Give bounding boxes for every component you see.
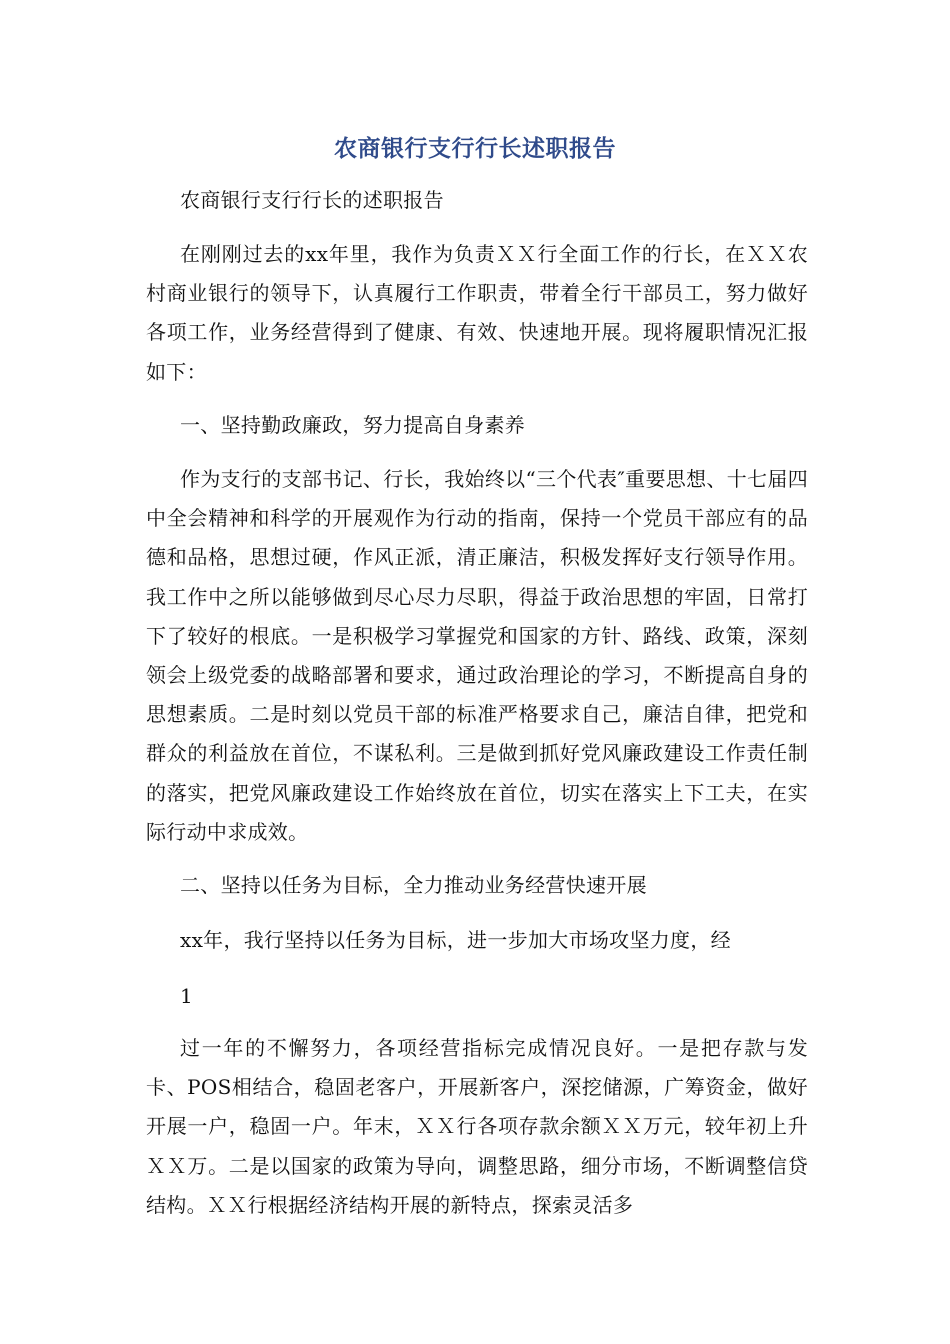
section-2-paragraph-continued: 过一年的不懈努力，各项经营指标完成情况良好。一是把存款与发卡、POS相结合，稳固老客户，开展新客户，深挖储源，广筹资金，做好开展一户，稳固一户。年末，ＸＸ行各项存款余额ＸＸ万元，较年初上升ＸＸ万。二是以国家的政策为导向，调整思路，细分市场，不断调整信贷结构。ＸＸ行根据经济结构开展的新特点，探索灵活多 [146,1036,808,1217]
section-2-paragraph-start: xx年，我行坚持以任务为目标，进一步加大市场攻坚力度，经 [180,928,731,952]
section-1-paragraph: 作为支行的支部书记、行长，我始终以“三个代表″重要思想、十七届四中全会精神和科学的开展观作为行动的指南，保持一个党员干部应有的品德和品格，思想过硬，作风正派，清正廉洁，积极发挥好支行领导作用。我工作中之所以能够做到尽心尽力尽职，得益于政治思想的牢固，日常打下了较好的根底。一是积极学习掌握党和国家的方针、路线、政策，深刻领会上级党委的战略部署和要求，通过政治理论的学习，不断提高自身的思想素质。二是时刻以党员干部的标准严格要求自己，廉洁自律，把党和群众的利益放在首位，不谋私利。三是做到抓好党风廉政建设工作责任制的落实，把党风廉政建设工作始终放在首位，切实在落实上下工夫，在实际行动中求成效。 [146,467,808,844]
document-subtitle: 农商银行支行行长的述职报告 [180,188,444,212]
section-1-heading: 一、坚持勤政廉政，努力提高自身素养 [180,413,526,437]
intro-paragraph: 在刚刚过去的xx年里，我作为负责ＸＸ行全面工作的行长，在ＸＸ农村商业银行的领导下，认真履行工作职责，带着全行干部员工，努力做好各项工作，业务经营得到了健康、有效、快速地开展。现将履职情况汇报如下： [146,242,808,384]
page-number: 1 [180,984,193,1008]
document-title: 农商银行支行行长述职报告 [334,136,616,162]
section-2-heading: 二、坚持以任务为目标，全力推动业务经营快速开展 [180,873,647,897]
